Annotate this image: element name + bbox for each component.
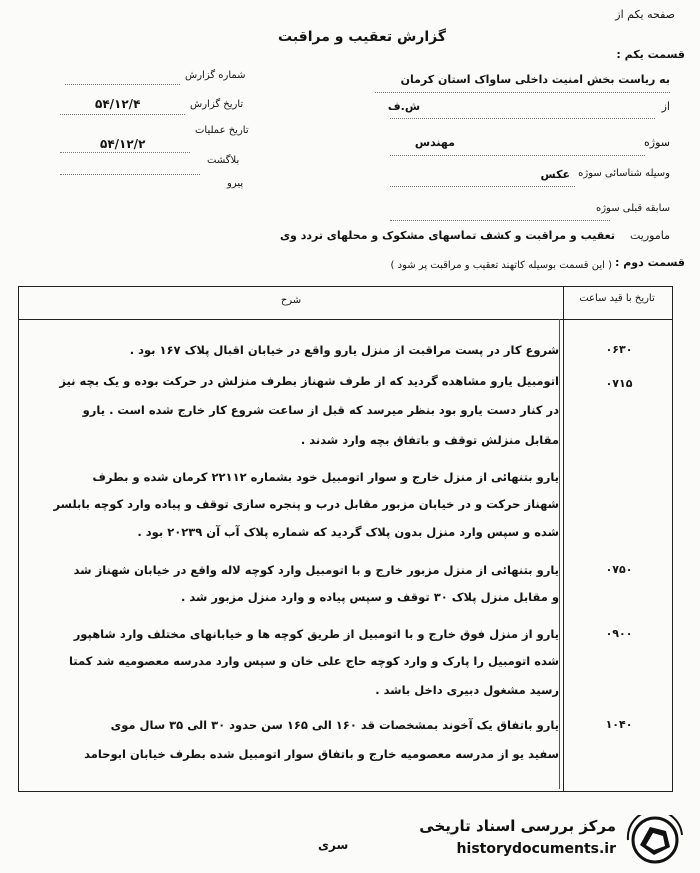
watermark-title: مرکز بررسی اسناد تاریخی: [419, 817, 616, 835]
subject-value: مهندس: [414, 136, 455, 149]
watermark-url: historydocuments.ir: [456, 841, 616, 857]
history-label: سابقه قبلی سوژه: [595, 203, 670, 214]
table-row-text: شده اتومبیل را پارک و وارد کوچه حاج علی خان و سپس وارد مدرسه معصومیه شد کمتا: [68, 654, 559, 668]
table-row-text: در کنار دست یارو بود بنظر میرسد که قبل از ساعت شروع کار خارج شده است . یارو: [82, 403, 559, 417]
page-number-label: صفحه یکم از: [615, 8, 675, 21]
table-row-time: ۰۶۳۰: [605, 343, 633, 356]
follow-label: پیرو: [227, 178, 244, 189]
table-row-time: ۰۷۱۵: [605, 377, 633, 390]
vehicle-value: عکس: [540, 168, 570, 181]
report-date-value: ۵۴/۱۲/۴: [95, 97, 141, 111]
description-column-header: شرح: [280, 295, 302, 306]
recipient-line: به ریاست بخش امنیت داخلی ساواک استان کرمان: [400, 73, 670, 86]
table-row-text: یارو از منزل فوق خارج و با اتومبیل از طریق کوچه ها و خیابانهای مختلف وارد شاهپور: [73, 627, 559, 641]
table-row-time: ۰۷۵۰: [605, 563, 633, 576]
table-row-text: شده و سپس وارد منزل بدون پلاک گردید که شماره پلاک آب آن ۲۰۲۳۹ بود .: [137, 525, 559, 539]
table-row-text: یارو بتنهائی از منزل مزبور خارج و با اتومبیل وارد کوچه لاله واقع در خیابان شهناز شد: [73, 563, 559, 577]
section-two-note: ( این قسمت بوسیله کاتهند تعقیب و مراقبت پر شود ): [390, 260, 612, 271]
table-row-text: اتومبیل یارو مشاهده گردید که از طرف شهناز بطرف منزلش در حرکت بوده و یک بچه نیز: [59, 374, 559, 388]
section-two-label: قسمت دوم :: [614, 256, 685, 269]
from-label: از: [661, 100, 670, 113]
table-row-text: یارو بتنهائی از منزل خارج و سوار اتومبیل خود بشماره ۲۲۱۱۲ کرمان شده و بطرف: [92, 470, 559, 484]
table-header: [19, 287, 672, 320]
operation-date-value: ۵۴/۱۲/۲: [100, 137, 146, 151]
classification-stamp: سری: [318, 838, 349, 852]
table-row-text: شروع کار در پست مراقبت از منزل یارو واقع در خیابان اقبال پلاک ۱۶۷ بود .: [129, 343, 559, 357]
table-row-text: سفید یو از مدرسه معصومیه خارج و باتفاق سوار اتومبیل شده بطرف خیابان ابوحامد: [84, 747, 559, 761]
table-row-text: مقابل منزلش توقف و باتفاق بچه وارد شدند .: [300, 433, 559, 447]
from-value: ش.ف: [387, 100, 420, 113]
table-row-text: و مقابل منزل پلاک ۳۰ توقف و سپس پیاده و وارد منزل مزبور شد .: [181, 590, 559, 604]
report-number-label: شماره گزارش: [185, 70, 246, 81]
report-title: گزارش تعقیب و مراقبت: [278, 29, 446, 45]
subject-label: سوژه: [644, 136, 670, 149]
table-row-text: شهناز حرکت و در خیابان مزبور مقابل درب و پنجره سازی توقف و پیاده وارد کوچه بابلسر: [53, 497, 559, 511]
table-row-time: ۰۹۰۰: [605, 627, 633, 640]
archive-logo-icon: [626, 815, 684, 865]
mission-label: ماموریت: [630, 229, 670, 242]
return-label: بلاگشت: [207, 155, 240, 166]
section-one-label: قسمت یکم :: [616, 48, 685, 61]
table-row-time: ۱۰۴۰: [605, 718, 633, 731]
operation-date-label: تاریخ عملیات: [195, 125, 249, 136]
time-column-header: تاریخ با قید ساعت: [579, 293, 655, 304]
table-row-text: یارو باتفاق یک آخوند بمشخصات قد ۱۶۰ الی ۱۶۵ سن حدود ۳۰ الی ۳۵ سال موی: [110, 718, 559, 732]
vehicle-label: وسیله شناسائی سوژه: [578, 168, 670, 179]
surveillance-table: [18, 286, 673, 792]
mission-value: تعقیب و مراقبت و کشف تماسهای مشکوک و محلهای تردد وی: [279, 229, 615, 242]
report-date-label: تاریخ گزارش: [190, 99, 244, 110]
table-row-text: رسید مشغول دبیری داخل باشد .: [375, 683, 559, 697]
